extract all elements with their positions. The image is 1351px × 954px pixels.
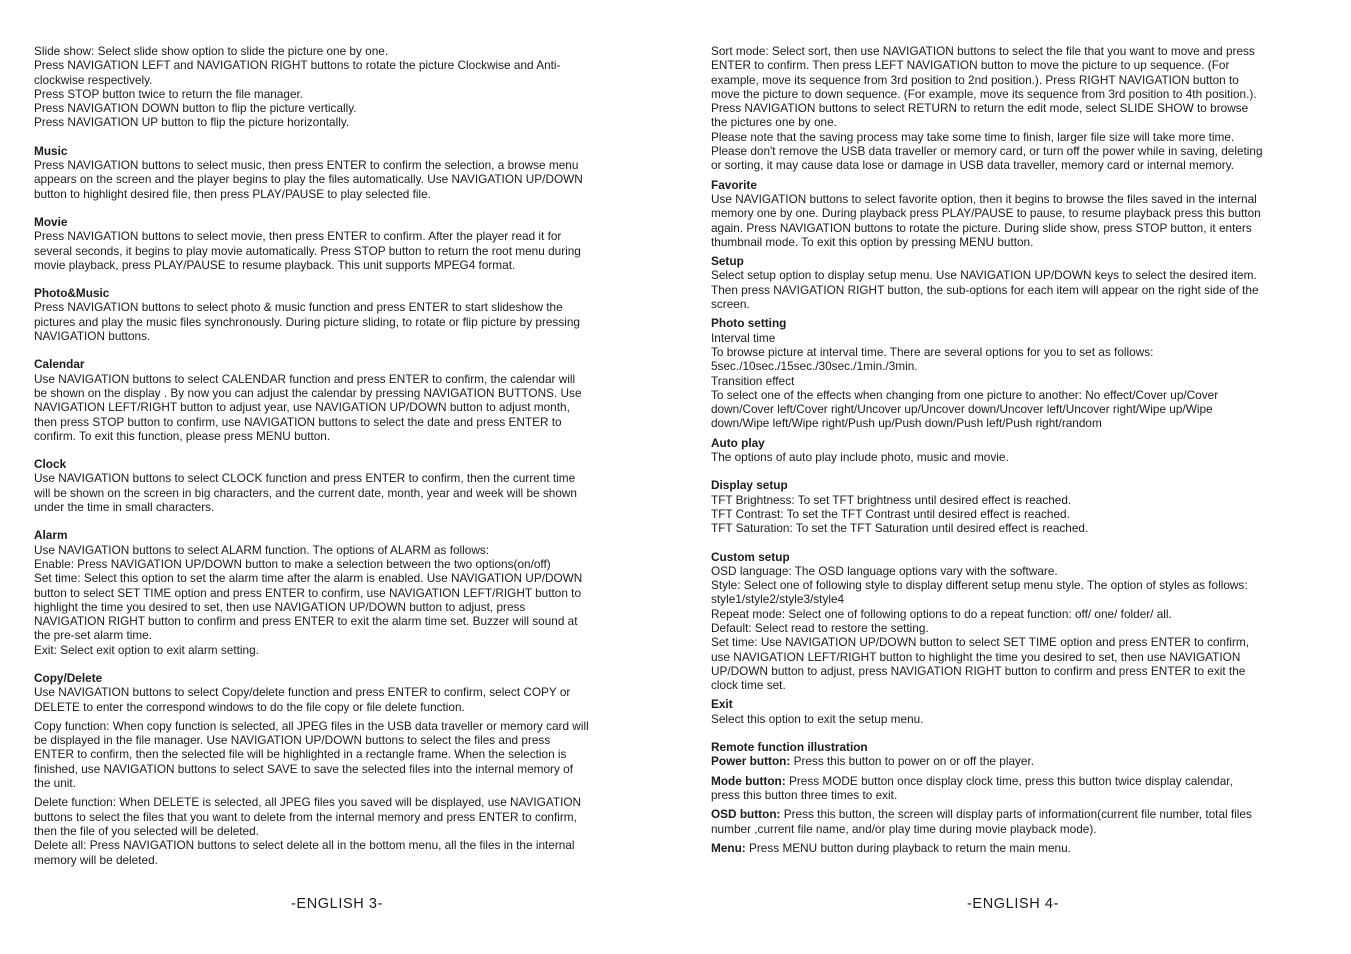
power-button-paragraph xyxy=(711,754,1314,768)
exit-paragraph: Select this option to exit the setup menu. xyxy=(711,711,924,726)
calendar-heading: Calendar xyxy=(34,357,85,372)
power-button-label: Power button: xyxy=(711,754,791,769)
photomusic-heading: Photo&Music xyxy=(34,286,110,301)
copy-delete-intro: Use NAVIGATION buttons to select Copy/delete function and press ENTER to confirm, select COPY or DELETE to enter the correspond windows to do the file copy or file delete function. xyxy=(34,685,571,714)
clock-heading: Clock xyxy=(34,457,67,472)
music-paragraph: Press NAVIGATION buttons to select music, then press ENTER to confirm the selection, a browse menu appears on the screen and the player begins to play the files automatically. Use NAVIGATION UP/DOWN button to highlight desired file, then press PLAY/PAUSE to play selected file. xyxy=(34,158,583,201)
menu-button-text: Press MENU button during playback to return the main menu. xyxy=(745,840,1071,855)
remote-function-heading: Remote function illustration xyxy=(711,740,868,755)
favorite-paragraph: Use NAVIGATION buttons to select favorite option, then it begins to browse the files saved in the internal memory one by one. During playback press PLAY/PAUSE to pause, to resume playback press this button again. Press NAVIGATION buttons to rotate the picture. During slide show, press STOP button, it enters thumbnail mode. To exit this option by pressing MENU button. xyxy=(711,191,1261,249)
mode-button-text: Press MODE button once display clock time, press this button twice display calendar, press this button three times to exit. xyxy=(711,773,1233,802)
copy-function-paragraph: Copy function: When copy function is selected, all JPEG files in the USB data traveller or memory card will be displayed in the file manager. Use NAVIGATION UP/DOWN buttons to select the files and press ENTER to confirm, then the selected file will be highlighted in a rectangle frame. When the selection is finished, use NAVIGATION buttons to select SAVE to save the selected files into the internal memory of the unit. xyxy=(34,718,589,791)
auto-play-paragraph: The options of auto play include photo, music and movie. xyxy=(711,450,1009,465)
movie-paragraph: Press NAVIGATION buttons to select movie, then press ENTER to confirm. After the player read it for several seconds, it begins to play movie automatically. Press STOP button to return the root menu during movie playback, press PLAY/PAUSE to resume playback. This unit supports MPEG4 format. xyxy=(34,229,581,272)
mode-button-label: Mode button: xyxy=(711,773,786,788)
photo-setting-paragraph: Interval time To browse picture at interval time. There are several options for you to set as follows: 5sec./10sec./15sec./30sec./1min./3min. Transition effect To select one of the effects when changing from one picture to another: No effect/Cover up/Cover down/Cover left/Cover right/Uncover up/Uncover down/Uncover left/Uncover right/Wipe up/Wipe down/Wipe left/Wipe right/Push up/Push down/Push left/Push right/random xyxy=(711,330,1219,431)
display-setup-heading: Display setup xyxy=(711,478,788,493)
menu-button-label: Menu: xyxy=(711,840,746,855)
copy-delete-heading: Copy/Delete xyxy=(34,670,103,685)
favorite-heading: Favorite xyxy=(711,177,757,192)
alarm-paragraph: Use NAVIGATION buttons to select ALARM function. The options of ALARM as follows: Enable: Press NAVIGATION UP/DOWN button to make a selection between the two options(on/off) Set time: Select this option to set the alarm time after the alarm is enabled. Use NAVIGATION UP/DOWN button to select SET TIME option and press ENTER to confirm, use NAVIGATION LEFT/RIGHT button to highlight the time you desired to set, then use NAVIGATION UP/DOWN button to adjust, press NAVIGATION RIGHT button to confirm and press ENTER to exit the alarm time set. Buzzer will sound at the pre-set alarm time. Exit: Select exit option to exit alarm setting. xyxy=(34,542,583,657)
osd-button-paragraph xyxy=(711,807,1314,836)
page-number-left: -ENGLISH 3- xyxy=(291,896,384,912)
display-setup-paragraph: TFT Brightness: To set TFT brightness until desired effect is reached. TFT Contrast: To set the TFT Contrast until desired effect is reached. TFT Saturation: To set the TFT Saturation until desired effect is reached. xyxy=(711,492,1089,536)
setup-heading: Setup xyxy=(711,254,744,269)
delete-function-paragraph: Delete function: When DELETE is selected, all JPEG files you saved will be displayed, use NAVIGATION buttons to select the files that you want to delete from the internal memory and press ENTER to confirm, then the file of you selected will be deleted. Delete all: Press NAVIGATION buttons to select delete all in the bottom menu, all the files in the internal memory will be deleted. xyxy=(34,795,582,867)
movie-heading: Movie xyxy=(34,214,68,229)
left-page-column xyxy=(34,44,642,867)
setup-paragraph: Select setup option to display setup menu. Use NAVIGATION UP/DOWN keys to select the desired item. Then press NAVIGATION RIGHT button, the sub-options for each item will appear on the right side of the screen. xyxy=(711,268,1259,312)
osd-button-label: OSD button: xyxy=(711,807,781,822)
slideshow-paragraph: Slide show: Select slide show option to slide the picture one by one. Press NAVIGATION LEFT and NAVIGATION RIGHT buttons to rotate the picture Clockwise and Anti- clockwise respectively. Press STOP button twice to return the file manager. Press NAVIGATION DOWN button to flip the picture vertically. Press NAVIGATION UP button to flip the picture horizontally. xyxy=(34,44,561,130)
alarm-heading: Alarm xyxy=(34,528,68,543)
power-button-text: Press this button to power on or off the player. xyxy=(790,754,1035,769)
page-number-right: -ENGLISH 4- xyxy=(967,896,1060,912)
clock-paragraph: Use NAVIGATION buttons to select CLOCK function and press ENTER to confirm, then the current time will be shown on the screen in big characters, and the current date, month, year and week will be shown under the time in small characters. xyxy=(34,471,577,515)
osd-button-text: Press this button, the screen will display parts of information(current file number, total files number ,current file name, and/or play time during movie playback mode). xyxy=(711,807,1252,836)
exit-heading: Exit xyxy=(711,697,733,712)
custom-setup-paragraph: OSD language: The OSD language options vary with the software. Style: Select one of following style to display different setup menu style. The option of styles as follows: style1/style2/style3/style4 Repeat mode: Select one of following options to do a repeat function: off/ one/ folder/ all. Default: Select read to restore the setting. Set time: Use NAVIGATION UP/DOWN button to select SET TIME option and press ENTER to confirm, use NAVIGATION LEFT/RIGHT button to highlight the time you desired to set, then use NAVIGATION UP/DOWN button to adjust, press NAVIGATION RIGHT button to confirm and press ENTER to exit the clock time set. xyxy=(711,563,1250,693)
music-heading: Music xyxy=(34,143,68,158)
right-page-column xyxy=(711,44,1314,855)
calendar-paragraph: Use NAVIGATION buttons to select CALENDAR function and press ENTER to confirm, the calendar will be shown on the display . By now you can adjust the calendar by pressing NAVIGATION BUTTONS. Use NAVIGATION LEFT/RIGHT button to adjust year, use NAVIGATION UP/DOWN button to adjust month, then press STOP button to confirm, use NAVIGATION buttons to select the date and press ENTER to confirm. To exit this function, please press MENU button. xyxy=(34,371,582,443)
photomusic-paragraph: Press NAVIGATION buttons to select photo & music function and press ENTER to start slideshow the pictures and play the music files synchronously. During picture sliding, to rotate or flip picture by pressing NAVIGATION buttons. xyxy=(34,300,580,344)
mode-button-paragraph xyxy=(711,774,1314,803)
auto-play-heading: Auto play xyxy=(711,435,765,450)
sort-mode-paragraph: Sort mode: Select sort, then use NAVIGATION buttons to select the file that you want to move and press ENTER to confirm. Then press LEFT NAVIGATION button to move the picture to up sequence. (For example, move its sequence from 3rd position to 2nd position.). Press RIGHT NAVIGATION button to move the picture to down sequence. (For example, move its sequence from 3rd position to 4th position.). Press NAVIGATION buttons to select RETURN to return the edit mode, select SLIDE SHOW to browse the pictures one by one. Please note that the saving process may take some time to finish, larger file size will take more time. Please don't remove the USB data traveller or memory card, or turn off the power while in saving, deleting or sorting, it may cause data lose or damage in USB data traveller, memory card or internal memory. xyxy=(711,44,1263,173)
custom-setup-heading: Custom setup xyxy=(711,549,790,564)
menu-button-paragraph xyxy=(711,841,1314,855)
photo-setting-heading: Photo setting xyxy=(711,316,787,331)
